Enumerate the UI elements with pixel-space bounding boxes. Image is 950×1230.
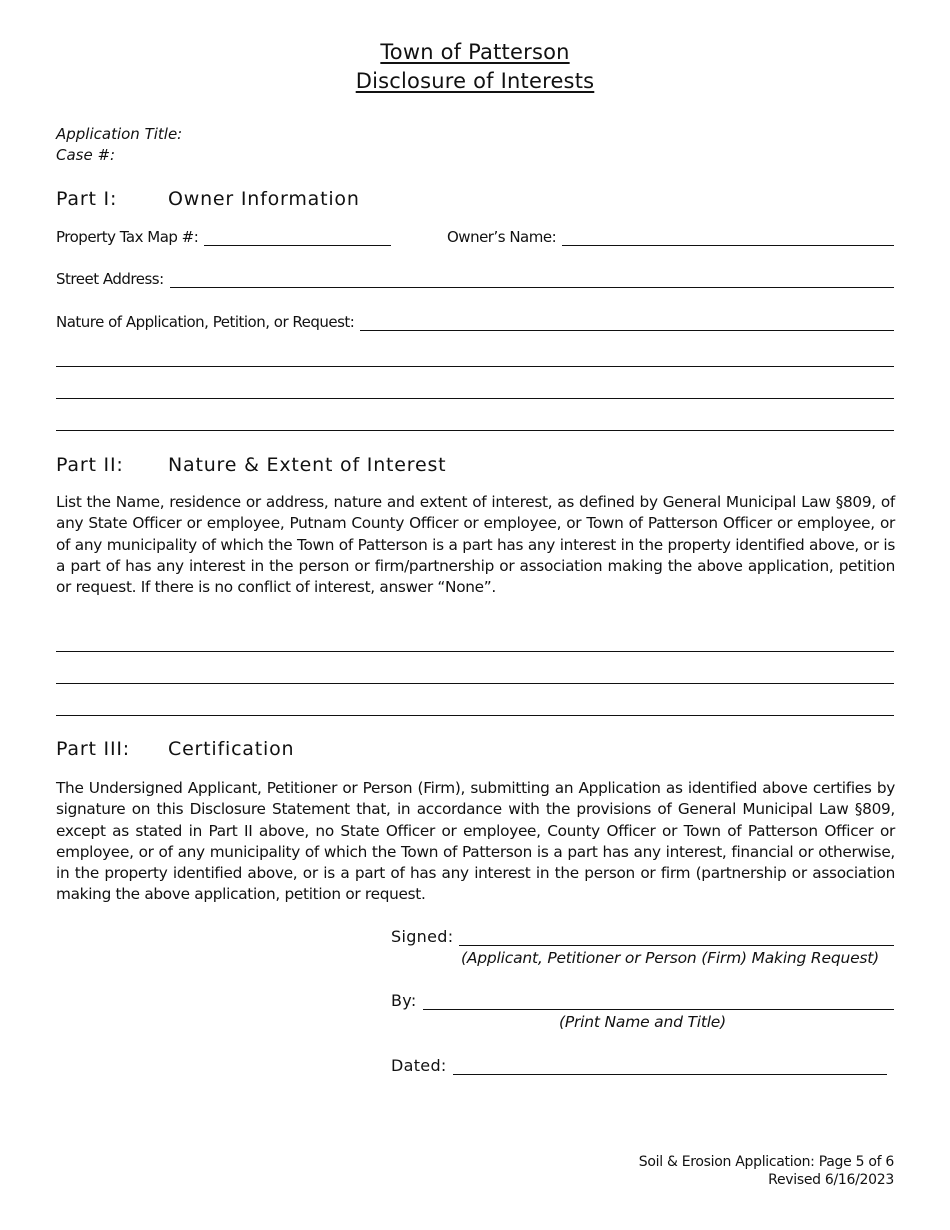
case-number-label: Case #:: [56, 146, 116, 164]
part3-paragraph: The Undersigned Applicant, Petitioner or Person (Firm), submitting an Application as identified above certifies by signature on this Disclosure Statement that, in accordance with the provisions of General Municipal Law §809, except as stated in Part II above, no State Officer or employee, County Officer or Town of Patterson Officer or employee, or of any municipality of which the Town of Patterson is a part has any interest, financial or otherwise, in the property identified above, or is a part of has any interest in the person or firm (partnership or association making the above application, petition or request.: [56, 779, 895, 904]
nature-of-application-field[interactable]: [56, 313, 894, 331]
nature-of-application-label: Nature of Application, Petition, or Request:: [56, 313, 355, 331]
dated-label: Dated:: [391, 1056, 447, 1075]
signed-input-line[interactable]: [459, 944, 894, 946]
owner-name-input-line[interactable]: [562, 244, 894, 246]
by-label: By:: [391, 991, 417, 1010]
part3-number: Part III:: [56, 738, 130, 760]
page-footer: [639, 1153, 894, 1189]
part2-paragraph: List the Name, residence or address, nature and extent of interest, as defined by General Municipal Law §809, of any State Officer or employee, Putnam County Officer or employee, or Town of Patterson Officer or employee, or of any municipality of which the Town of Patterson is a part has any interest in the property identified above, or is a part of has any interest in the person or firm/partnership or association making the above application, petition or request. If there is no conflict of interest, answer “None”.: [56, 493, 895, 597]
signed-field[interactable]: [391, 927, 894, 946]
street-address-input-line[interactable]: [170, 286, 894, 288]
dated-input-line[interactable]: [453, 1073, 887, 1075]
footer-revised-date: Revised 6/16/2023: [768, 1172, 894, 1188]
tax-map-label: Property Tax Map #:: [56, 228, 199, 246]
tax-map-field[interactable]: [56, 228, 391, 246]
part1-title: Owner Information: [168, 188, 360, 210]
by-field[interactable]: [391, 991, 894, 1010]
interest-blank-line-1[interactable]: [56, 651, 894, 652]
part2-heading: [56, 454, 446, 476]
nature-of-application-input-line[interactable]: [360, 329, 894, 331]
part2-title: Nature & Extent of Interest: [168, 454, 447, 476]
document-header: [0, 38, 950, 96]
tax-map-input-line[interactable]: [204, 244, 391, 246]
owner-name-label: Owner’s Name:: [447, 228, 557, 246]
meta-block: [56, 124, 182, 166]
nature-blank-line-1[interactable]: [56, 366, 894, 367]
street-address-field[interactable]: [56, 270, 894, 288]
signed-label: Signed:: [391, 927, 454, 946]
document-subtitle: Disclosure of Interests: [355, 69, 595, 93]
footer-page-info: Soil & Erosion Application: Page 5 of 6: [638, 1154, 894, 1170]
part3-heading: [56, 738, 294, 760]
by-caption: (Print Name and Title): [559, 1013, 726, 1031]
dated-field[interactable]: [391, 1056, 887, 1075]
part1-heading: [56, 188, 360, 210]
interest-blank-line-3[interactable]: [56, 715, 894, 716]
document-title: Town of Patterson: [380, 40, 570, 64]
signed-caption: (Applicant, Petitioner or Person (Firm) Making Request): [461, 949, 880, 967]
nature-blank-line-2[interactable]: [56, 398, 894, 399]
part1-number: Part I:: [56, 188, 118, 210]
part3-title: Certification: [168, 738, 295, 760]
application-title-label: Application Title:: [56, 125, 183, 143]
interest-blank-line-2[interactable]: [56, 683, 894, 684]
part2-number: Part II:: [56, 454, 124, 476]
by-input-line[interactable]: [423, 1008, 894, 1010]
nature-blank-line-3[interactable]: [56, 430, 894, 431]
street-address-label: Street Address:: [56, 270, 164, 288]
owner-name-field[interactable]: [447, 228, 894, 246]
